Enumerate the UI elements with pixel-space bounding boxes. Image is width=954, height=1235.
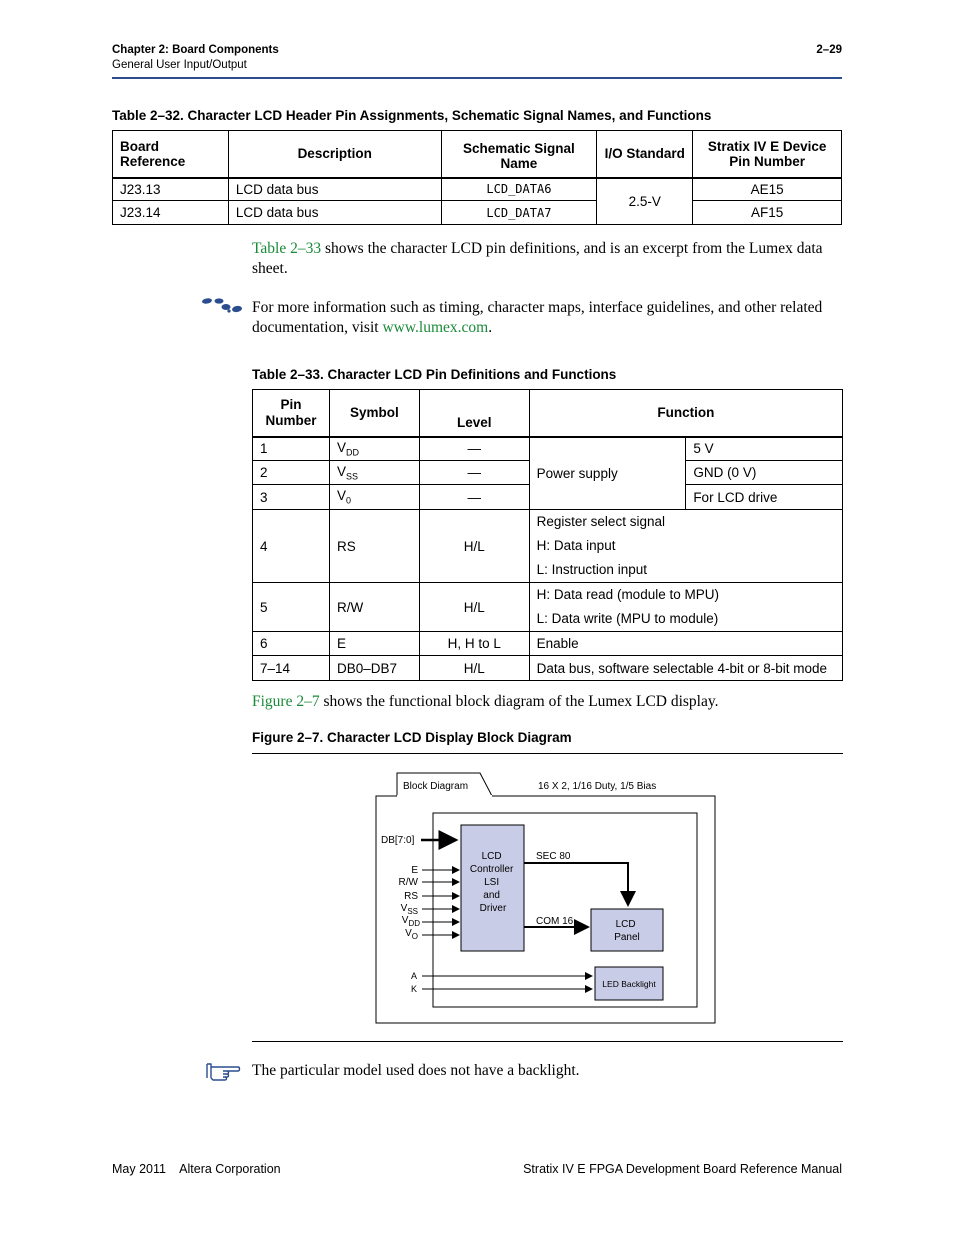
figure-bottom-rule xyxy=(252,1041,843,1042)
input-label-vdd: $V_{DD}$ xyxy=(401,915,420,928)
section-title: General User Input/Output xyxy=(112,59,247,71)
input-label-e: E xyxy=(411,865,418,876)
level: H/L xyxy=(419,583,529,632)
symbol: R/W xyxy=(329,583,419,632)
level: — xyxy=(419,461,529,485)
input-label-vss: $V_{SS}$ xyxy=(400,903,418,916)
level: — xyxy=(419,485,529,510)
table-row xyxy=(253,583,843,632)
note-text: For more information such as timing, character maps, interface guidelines, and other related documentation, visit www.lumex.com. xyxy=(252,299,823,336)
db-label: DB[7:0] xyxy=(381,835,415,846)
power-supply: Power supply xyxy=(529,437,686,510)
function: Register select signal H: Data input L: Instruction input xyxy=(529,510,842,583)
sec-label: SEC 80 xyxy=(536,851,571,862)
paragraph: Table 2–33 shows the character LCD pin definitions, and is an excerpt from the Lumex data sheet. xyxy=(252,240,823,277)
function: Enable xyxy=(529,632,842,656)
pin-number: 1 xyxy=(253,437,330,461)
io-standard: 2.5-V xyxy=(597,178,693,225)
input-label-rw: R/W xyxy=(398,877,418,888)
table-32-caption: Table 2–32. Character LCD Header Pin Assignments, Schematic Signal Names, and Functions xyxy=(112,108,712,123)
table-row xyxy=(253,437,843,461)
paragraph: Figure 2–7 shows the functional block diagram of the Lumex LCD display. xyxy=(252,693,719,710)
table-row xyxy=(113,178,842,201)
input-label-rs: RS xyxy=(404,891,418,902)
table-row xyxy=(253,510,843,583)
function: For LCD drive xyxy=(686,485,843,510)
table-33-caption: Table 2–33. Character LCD Pin Definitions and Functions xyxy=(252,367,617,382)
spec-label: 16 X 2, 1/16 Duty, 1/5 Bias xyxy=(538,781,657,792)
column-header: Function xyxy=(529,390,842,437)
description: LCD data bus xyxy=(228,201,441,225)
tab-label: Block Diagram xyxy=(403,781,469,792)
signal-name: LCD_DATA6 xyxy=(441,178,597,201)
note-text: The particular model used does not have a backlight. xyxy=(252,1062,580,1079)
level: H/L xyxy=(419,656,529,681)
pin-number: 7–14 xyxy=(253,656,330,681)
reference-footprints-icon xyxy=(200,296,244,316)
symbol: E xyxy=(329,632,419,656)
lcd-controller-box xyxy=(461,825,524,951)
column-header: I/O Standard xyxy=(597,131,693,178)
column-header: Pin Number xyxy=(253,390,330,437)
chapter-title: Chapter 2: Board Components xyxy=(112,44,279,56)
description: LCD data bus xyxy=(228,178,441,201)
pin-number: 4 xyxy=(253,510,330,583)
header-rule xyxy=(112,77,842,79)
board-reference: J23.13 xyxy=(113,178,229,201)
pin-number: 5 xyxy=(253,583,330,632)
input-label-a: A xyxy=(410,971,417,981)
level: H, H to L xyxy=(419,632,529,656)
footer-date-company: May 2011 Altera Corporation xyxy=(112,1162,281,1176)
column-header: Board Reference xyxy=(113,131,229,178)
device-pin: AE15 xyxy=(693,178,842,201)
function: 5 V xyxy=(686,437,843,461)
function: H: Data read (module to MPU) L: Data write (MPU to module) xyxy=(529,583,842,632)
function: GND (0 V) xyxy=(686,461,843,485)
com-label: COM 16 xyxy=(536,916,574,927)
backlight-label: LED Backlight xyxy=(602,979,656,989)
lumex-link[interactable]: www.lumex.com xyxy=(382,319,489,336)
table-33-link[interactable]: Table 2–33 xyxy=(252,240,322,257)
column-header: Description xyxy=(228,131,441,178)
pin-number: 2 xyxy=(253,461,330,485)
symbol: RS xyxy=(329,510,419,583)
function: Data bus, software selectable 4-bit or 8-bit mode xyxy=(529,656,842,681)
board-reference: J23.14 xyxy=(113,201,229,225)
panel-label: LCD Panel xyxy=(614,919,640,943)
level: H/L xyxy=(419,510,529,583)
symbol: $V_{DD}$ xyxy=(329,437,419,461)
symbol: $V_{SS}$ xyxy=(329,461,419,485)
table-row xyxy=(253,632,843,656)
table-33 xyxy=(252,389,843,681)
column-header: Level xyxy=(419,390,529,437)
pin-number: 3 xyxy=(253,485,330,510)
table-32 xyxy=(112,130,842,225)
symbol: DB0–DB7 xyxy=(329,656,419,681)
column-header: Symbol xyxy=(329,390,419,437)
column-header: Schematic Signal Name xyxy=(441,131,597,178)
figure-top-rule xyxy=(252,753,843,754)
block-diagram xyxy=(370,770,722,1030)
table-row xyxy=(253,656,843,681)
table-row xyxy=(113,201,842,225)
lcd-panel-box xyxy=(591,909,663,951)
level: — xyxy=(419,437,529,461)
column-header: Stratix IV E Device Pin Number xyxy=(693,131,842,178)
input-label-k: K xyxy=(410,984,417,994)
figure-2-7-link[interactable]: Figure 2–7 xyxy=(252,693,320,710)
figure-caption: Figure 2–7. Character LCD Display Block Diagram xyxy=(252,730,572,745)
controller-label: LCD Controller LSI and Driver xyxy=(469,851,514,914)
device-pin: AF15 xyxy=(693,201,842,225)
page-number: 2–29 xyxy=(816,44,842,56)
pointing-hand-icon xyxy=(205,1061,241,1081)
pin-number: 6 xyxy=(253,632,330,656)
footer-manual-title: Stratix IV E FPGA Development Board Reference Manual xyxy=(523,1162,842,1176)
input-label-vo: $V_O$ xyxy=(405,928,418,941)
signal-name: LCD_DATA7 xyxy=(441,201,597,225)
symbol: $V_0$ xyxy=(329,485,419,510)
